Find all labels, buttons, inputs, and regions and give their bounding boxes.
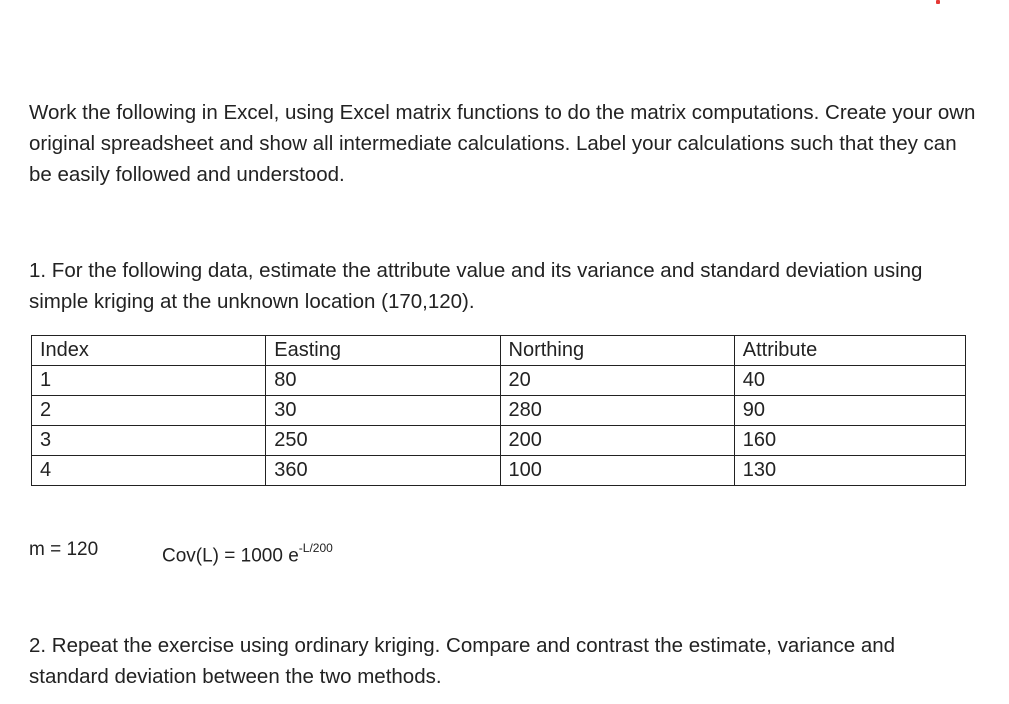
table-cell: 250 xyxy=(266,426,500,456)
table-cell: 3 xyxy=(32,426,266,456)
intro-paragraph: Work the following in Excel, using Excel matrix functions to do the matrix computations. Create your own original spreadsheet and show all intermediate calculations. Label your calculations such that they can be easily followed and understood. xyxy=(29,101,976,186)
covariance-base: Cov(L) = 1000 e xyxy=(162,545,299,567)
table-header-cell: Northing xyxy=(500,336,734,366)
covariance-exponent: -L/200 xyxy=(298,541,333,555)
table-cell: 160 xyxy=(734,426,965,456)
question-1-text: 1. For the following data, estimate the attribute value and its variance and standard deviation using simple kriging at the unknown location (170,120). xyxy=(29,259,923,313)
table-cell: 20 xyxy=(500,366,734,396)
covariance-formula xyxy=(162,536,333,570)
table-cell: 80 xyxy=(266,366,500,396)
table-cell: 4 xyxy=(32,456,266,486)
table-row xyxy=(32,366,966,396)
table-row xyxy=(32,396,966,426)
question-2-text: 2. Repeat the exercise using ordinary kriging. Compare and contrast the estimate, variance and standard deviation between the two methods. xyxy=(29,634,896,688)
table-header-cell: Attribute xyxy=(734,336,965,366)
table-cell: 280 xyxy=(500,396,734,426)
red-dot-mark xyxy=(936,0,940,4)
table-cell: 360 xyxy=(266,456,500,486)
table-row xyxy=(32,456,966,486)
table-cell: 100 xyxy=(500,456,734,486)
mean-value: m = 120 xyxy=(29,539,99,560)
table-cell: 2 xyxy=(32,396,266,426)
table-cell: 30 xyxy=(266,396,500,426)
table-cell: 90 xyxy=(734,396,965,426)
table-header-row xyxy=(32,336,966,366)
data-table xyxy=(31,335,966,486)
table-cell: 130 xyxy=(734,456,965,486)
table-cell: 1 xyxy=(32,366,266,396)
table-header-cell: Easting xyxy=(266,336,500,366)
table-header-cell: Index xyxy=(32,336,266,366)
table-cell: 200 xyxy=(500,426,734,456)
table-cell: 40 xyxy=(734,366,965,396)
table-row xyxy=(32,426,966,456)
